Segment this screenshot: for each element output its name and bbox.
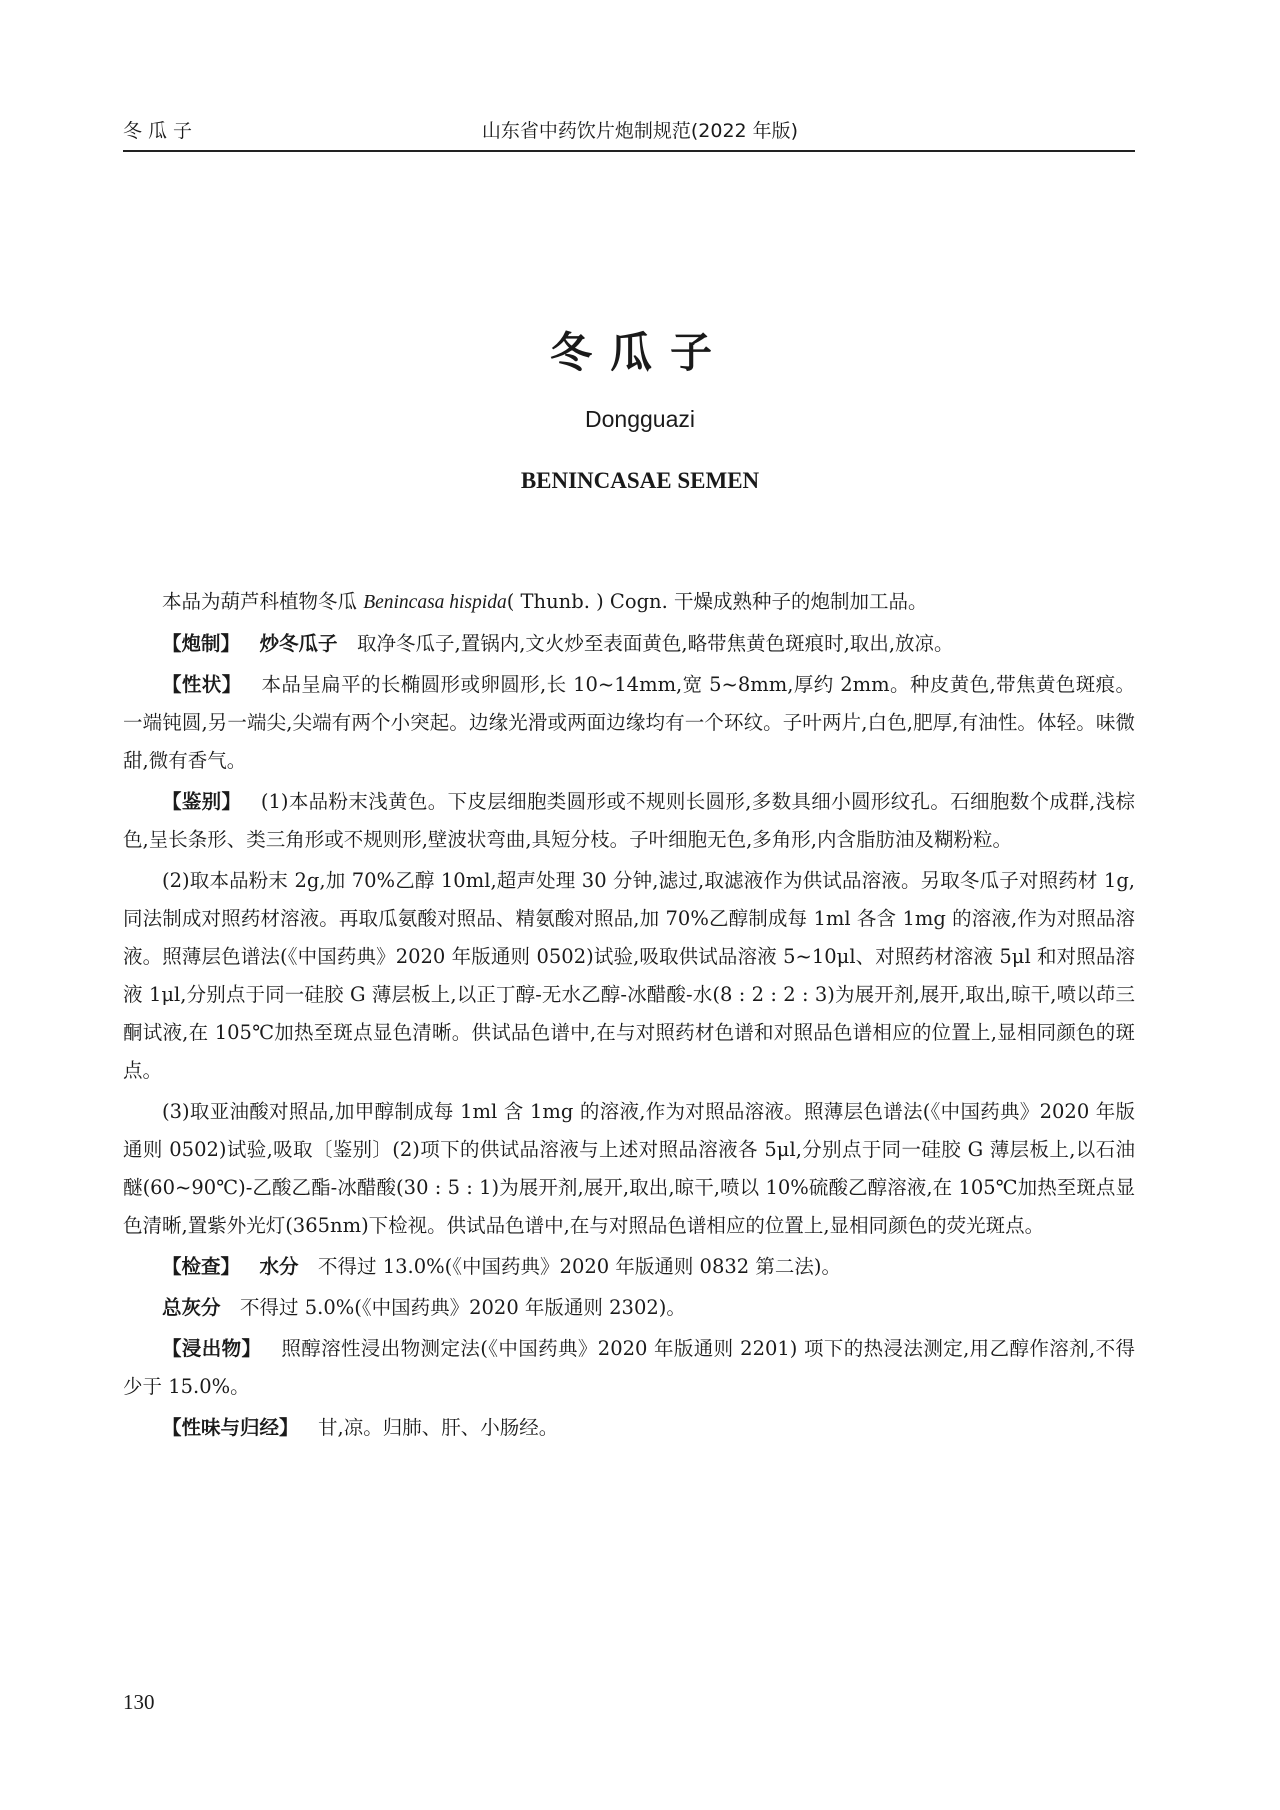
page-number: 130 — [123, 1690, 155, 1714]
text-jianbie-1: (1)本品粉末浅黄色。下皮层细胞类圆形或不规则长圆形,多数具细小圆形纹孔。石细胞数个成群,浅棕色,呈长条形、类三角形或不规则形,壁波状弯曲,具短分枝。子叶细胞无色,多角形,内含脂肪油及糊粉粒。 — [123, 790, 1135, 851]
text-xingwei: 甘,凉。归肺、肝、小肠经。 — [318, 1416, 559, 1439]
running-head-center: 山东省中药饮片炮制规范(2022 年版) — [481, 120, 799, 142]
intro-paragraph — [123, 583, 1135, 622]
section-jinchuwu — [123, 1330, 1135, 1406]
section-paozhi — [123, 625, 1135, 663]
running-head-left: 冬瓜子 — [123, 120, 199, 142]
text-zonghuifen: 不得过 5.0%(《中国药典》2020 年版通则 2302)。 — [240, 1296, 686, 1319]
latin-name: BENINCASAE SEMEN — [520, 468, 760, 493]
text-shuifen: 不得过 13.0%(《中国药典》2020 年版通则 0832 第二法)。 — [318, 1255, 841, 1278]
section-jianbie-3: (3)取亚油酸对照品,加甲醇制成每 1ml 含 1mg 的溶液,作为对照品溶液。照薄层色谱法(《中国药典》2020 年版通则 0502)试验,吸取〔鉴别〕(2)项下的供试品溶液与上述对照品溶液各 5μl,分别点于同一硅胶 G 薄层板上,以石油醚(60~90℃)-乙酸乙酯-冰醋酸(30 : 5 : 1)为展开剂,展开,取出,晾干,喷以 10%硫酸乙醇溶液,在 105℃加热至斑点显色清晰,置紫外光灯(365nm)下检视。供试品色谱中,在与对照品色谱相应的位置上,显相同颜色的荧光斑点。 — [123, 1100, 1135, 1237]
section-jiancha-2 — [123, 1289, 1135, 1327]
pinyin-name: Dongguazi — [585, 406, 695, 432]
heading-jiancha: 【检查】 — [162, 1255, 241, 1278]
section-jianbie-1 — [123, 783, 1135, 859]
heading-jianbie: 【鉴别】 — [162, 790, 242, 813]
section-jiancha-1 — [123, 1248, 1135, 1286]
sub-heading-zonghuifen: 总灰分 — [162, 1296, 221, 1319]
heading-xingwei: 【性味与归经】 — [162, 1416, 299, 1439]
header-rule — [123, 150, 1135, 152]
monograph-body — [123, 583, 1135, 1450]
heading-jinchuwu: 【浸出物】 — [162, 1337, 262, 1360]
section-jianbie-2: (2)取本品粉末 2g,加 70%乙醇 10ml,超声处理 30 分钟,滤过,取滤液作为供试品溶液。另取冬瓜子对照药材 1g,同法制成对照药材溶液。再取瓜氨酸对照品、精氨酸对照品,加 70%乙醇制成每 1ml 各含 1mg 的溶液,作为对照品溶液。照薄层色谱法(《中国药典》2020 年版通则 0502)试验,吸取供试品溶液 5~10μl、对照药材溶液 5μl 和对照品溶液 1μl,分别点于同一硅胶 G 薄层板上,以正丁醇-无水乙醇-冰醋酸-水(8 : 2 : 2 : 3)为展开剂,展开,取出,晾干,喷以茚三酮试液,在 105℃加热至斑点显色清晰。供试品色谱中,在与对照药材色谱和对照品色谱相应的位置上,显相同颜色的斑点。 — [123, 869, 1135, 1082]
text-xingzhuang: 本品呈扁平的长椭圆形或卵圆形,长 10~14mm,宽 5~8mm,厚约 2mm。种皮黄色,带焦黄色斑痕。一端钝圆,另一端尖,尖端有两个小突起。边缘光滑或两面边缘均有一个环纹。子叶两片,白色,肥厚,有油性。体轻。味微甜,微有香气。 — [123, 673, 1135, 772]
intro-pre: 本品为葫芦科植物冬瓜 — [162, 590, 364, 613]
heading-xingzhuang: 【性状】 — [162, 673, 242, 696]
text-paozhi: 取净冬瓜子,置锅内,文火炒至表面黄色,略带焦黄色斑痕时,取出,放凉。 — [357, 632, 954, 655]
species-name: Benincasa hispida — [363, 592, 507, 613]
heading-paozhi: 【炮制】 — [162, 632, 241, 655]
section-xingwei — [123, 1409, 1135, 1447]
section-xingzhuang — [123, 666, 1135, 780]
page-title: 冬瓜子 — [549, 328, 730, 377]
text-jinchuwu: 照醇溶性浸出物测定法(《中国药典》2020 年版通则 2201) 项下的热浸法测定,用乙醇作溶剂,不得少于 15.0%。 — [123, 1337, 1135, 1398]
page-header — [0, 0, 1280, 160]
sub-heading-chao: 炒冬瓜子 — [259, 632, 338, 655]
sub-heading-shuifen: 水分 — [259, 1255, 299, 1278]
intro-post: ( Thunb. ) Cogn. 干燥成熟种子的炮制加工品。 — [506, 590, 928, 613]
